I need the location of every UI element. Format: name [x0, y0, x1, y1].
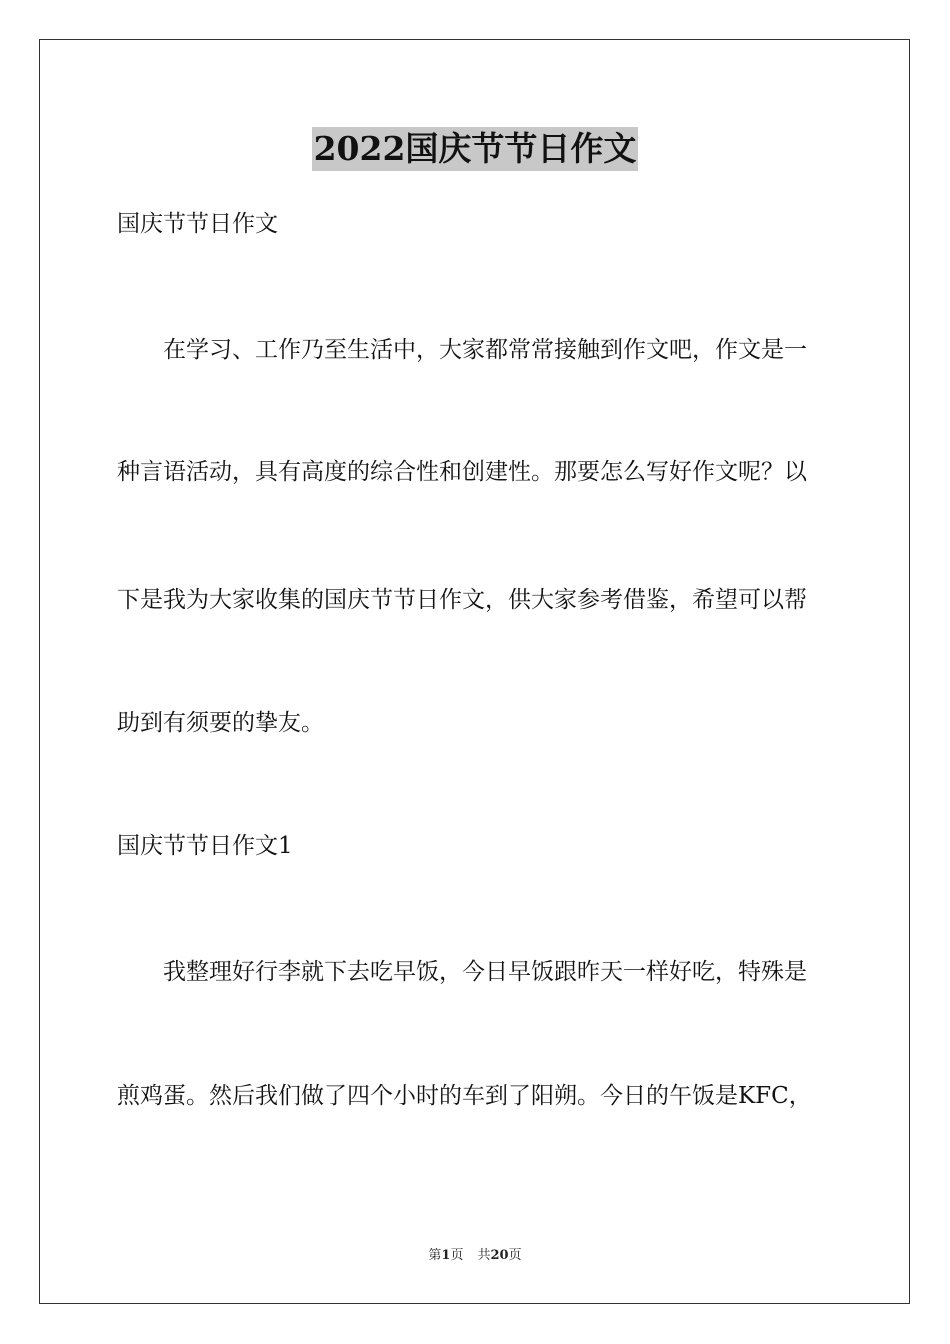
paragraph-2-line-1: 我整理好行李就下去吃早饭，今日早饭跟昨天一样好吃，特殊是 [163, 959, 807, 985]
paragraph-1-line-2: 种言语活动，具有高度的综合性和创建性。那要怎么写好作文呢？以 [117, 459, 807, 485]
total-suffix: 页 [508, 1248, 522, 1263]
total-pages: 20 [490, 1248, 509, 1263]
paragraph-1-line-3: 下是我为大家收集的国庆节节日作文，供大家参考借鉴，希望可以帮 [117, 587, 807, 613]
total-prefix: 共 [477, 1248, 491, 1263]
page-suffix: 页 [450, 1248, 464, 1263]
paragraph-1-line-4: 助到有须要的挚友。 [117, 710, 324, 736]
section-heading: 国庆节节日作文1 [117, 833, 293, 859]
paragraph-2-line-2: 煎鸡蛋。然后我们做了四个小时的车到了阳朔。今日的午饭是KFC， [117, 1083, 812, 1109]
page-number: 1 [441, 1248, 451, 1263]
document-title-wrapper [0, 127, 950, 171]
page-footer [0, 1247, 950, 1265]
subtitle-line: 国庆节节日作文 [117, 211, 278, 237]
paragraph-1-line-1: 在学习、工作乃至生活中，大家都常常接触到作文吧，作文是一 [163, 337, 807, 363]
document-title: 2022国庆节节日作文 [312, 127, 639, 171]
page-prefix: 第 [428, 1248, 442, 1263]
